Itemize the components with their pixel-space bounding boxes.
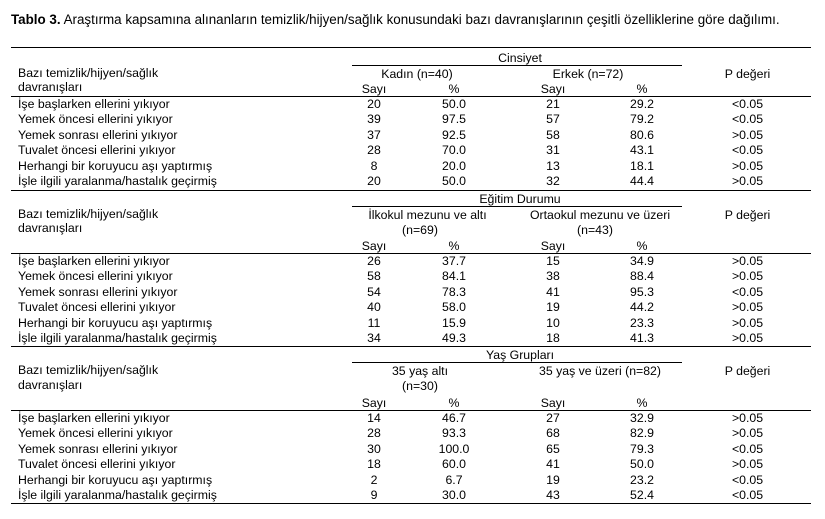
table-row [0,285,825,299]
percent-value: 60.0 [442,457,466,471]
row-label: Tuvalet öncesi ellerini yıkıyor [18,300,176,314]
table-row [0,316,825,330]
count-value: 37 [367,128,381,142]
count-header: Sayı [540,82,566,96]
table-row [0,254,825,268]
p-value: >0.05 [731,174,764,188]
percent-header: % [636,82,648,96]
row-label: Herhangi bir koruyucu aşı yaptırmış [18,316,213,330]
row-header-line2: davranışları [18,221,83,235]
column-group-title-n: (n=69) [402,223,438,237]
row-header-line1: Bazı temizlik/hijyen/sağlık [18,363,159,377]
row-label: Yemek sonrası ellerini yıkıyor [18,285,178,299]
count-value: 57 [546,112,560,126]
column-group-title: İlkokul mezunu ve altı [368,208,487,222]
percent-value: 50.0 [630,457,654,471]
row-label: Herhangi bir koruyucu aşı yaptırmış [18,159,213,173]
percent-header: % [448,396,460,410]
percent-value: 93.3 [442,426,466,440]
percent-value: 92.5 [442,128,466,142]
count-header: Sayı [361,396,387,410]
table-row [0,112,825,126]
section-rule [11,190,811,191]
percent-value: 30.0 [442,488,466,502]
count-value: 41 [546,457,560,471]
percent-value: 44.4 [630,174,654,188]
column-group-title: 35 yaş ve üzeri (n=82) [538,364,661,378]
p-value: >0.05 [731,457,764,471]
row-label: İşe başlarken ellerini yıkıyor [18,97,170,111]
percent-value: 20.0 [442,159,466,173]
p-value-header: P değeri [724,67,771,81]
column-group-title-n: (n=43) [577,223,613,237]
percent-value: 79.3 [630,442,654,456]
p-value: >0.05 [731,300,764,314]
percent-value: 34.9 [630,254,654,268]
percent-value: 82.9 [630,426,654,440]
column-group-title: Ortaokul mezunu ve üzeri [529,208,671,222]
count-value: 54 [367,285,381,299]
count-value: 38 [546,269,560,283]
count-value: 34 [367,331,381,345]
row-label: Yemek sonrası ellerini yıkıyor [18,128,178,142]
percent-value: 50.0 [442,97,466,111]
row-header-line2: davranışları [18,80,83,94]
percent-value: 79.2 [630,112,654,126]
percent-value: 32.9 [630,411,654,425]
count-value: 13 [546,159,560,173]
count-value: 8 [370,159,378,173]
row-header-line1: Bazı temizlik/hijyen/sağlık [18,66,159,80]
count-value: 21 [546,97,560,111]
caption-text: Araştırma kapsamına alınanların temizlik/hijyen/sağlık konusundaki bazı davranışlarının çeşitli özelliklerine göre dağılımı. [63,12,780,27]
count-value: 43 [546,488,560,502]
table-row [0,159,825,173]
group-title-rule [352,362,682,363]
count-value: 39 [367,112,381,126]
p-value: <0.05 [731,97,764,111]
count-header: Sayı [540,396,566,410]
percent-value: 23.3 [630,316,654,330]
count-value: 28 [367,426,381,440]
percent-header: % [636,396,648,410]
table-bottom-rule [11,503,811,504]
count-header: Sayı [361,82,387,96]
percent-value: 52.4 [630,488,654,502]
table-row [0,426,825,440]
row-label: İşe başlarken ellerini yıkıyor [18,411,170,425]
percent-value: 97.5 [442,112,466,126]
count-value: 20 [367,174,381,188]
count-value: 18 [367,457,381,471]
column-group-title-n: (n=30) [402,379,438,393]
percent-value: 23.2 [630,473,654,487]
count-value: 58 [367,269,381,283]
percent-value: 58.0 [442,300,466,314]
count-value: 30 [367,442,381,456]
row-label: İşle ilgili yaralanma/hastalık geçirmiş [18,331,217,345]
percent-value: 43.1 [630,143,654,157]
p-value: <0.05 [731,473,764,487]
count-value: 19 [546,473,560,487]
percent-value: 50.0 [442,174,466,188]
column-group-title: 35 yaş altı [391,364,449,378]
row-label: Yemek öncesi ellerini yıkıyor [18,269,173,283]
percent-value: 84.1 [442,269,466,283]
count-value: 18 [546,331,560,345]
p-value: >0.05 [731,254,764,268]
group-title-rule [352,65,682,66]
percent-value: 44.2 [630,300,654,314]
count-value: 2 [370,473,378,487]
percent-value: 41.3 [630,331,654,345]
count-value: 27 [546,411,560,425]
row-label: Herhangi bir koruyucu aşı yaptırmış [18,473,213,487]
row-label: İşle ilgili yaralanma/hastalık geçirmiş [18,488,217,502]
count-value: 32 [546,174,560,188]
p-value: >0.05 [731,426,764,440]
group-title: Yaş Grupları [485,348,555,362]
table-row [0,128,825,142]
count-value: 65 [546,442,560,456]
column-group-title: Kadın (n=40) [381,67,453,81]
count-value: 11 [367,316,381,330]
row-header-line2: davranışları [18,378,83,392]
percent-value: 6.7 [445,473,463,487]
count-value: 31 [546,143,560,157]
p-value: <0.05 [731,442,764,456]
row-label: Yemek öncesi ellerini yıkıyor [18,426,173,440]
table-row [0,488,825,502]
table-caption [11,12,811,28]
count-header: Sayı [361,239,387,253]
percent-value: 37.7 [442,254,466,268]
p-value: >0.05 [731,331,764,345]
row-label: İşle ilgili yaralanma/hastalık geçirmiş [18,174,217,188]
row-label: Yemek sonrası ellerini yıkıyor [18,442,178,456]
percent-value: 49.3 [442,331,466,345]
count-value: 26 [367,254,381,268]
p-value-header: P değeri [724,208,771,222]
column-group-title: Erkek (n=72) [552,67,624,81]
table-row [0,411,825,425]
p-value: >0.05 [731,128,764,142]
table-top-rule [11,47,811,48]
p-value: >0.05 [731,269,764,283]
count-value: 58 [546,128,560,142]
count-value: 15 [546,254,560,268]
table-row [0,143,825,157]
row-header-line1: Bazı temizlik/hijyen/sağlık [18,207,159,221]
table-row [0,442,825,456]
percent-value: 78.3 [442,285,466,299]
percent-value: 100.0 [438,442,470,456]
p-value-header: P değeri [724,364,771,378]
count-value: 10 [546,316,560,330]
percent-header: % [448,82,460,96]
table-row [0,269,825,283]
row-label: Yemek öncesi ellerini yıkıyor [18,112,173,126]
row-label: İşe başlarken ellerini yıkıyor [18,254,170,268]
row-label: Tuvalet öncesi ellerini yıkıyor [18,457,176,471]
percent-value: 70.0 [442,143,466,157]
p-value: >0.05 [731,159,764,173]
table-row [0,457,825,471]
count-value: 28 [367,143,381,157]
row-label: Tuvalet öncesi ellerini yıkıyor [18,143,176,157]
percent-header: % [448,239,460,253]
count-value: 14 [367,411,381,425]
percent-value: 95.3 [630,285,654,299]
percent-value: 18.1 [630,159,654,173]
p-value: >0.05 [731,411,764,425]
p-value: <0.05 [731,488,764,502]
percent-value: 80.6 [630,128,654,142]
p-value: <0.05 [731,143,764,157]
count-value: 68 [546,426,560,440]
percent-value: 15.9 [442,316,466,330]
percent-header: % [636,239,648,253]
table-row [0,473,825,487]
group-title-rule [352,206,682,207]
percent-value: 46.7 [442,411,466,425]
count-value: 19 [546,300,560,314]
count-value: 40 [367,300,381,314]
group-title: Cinsiyet [498,51,542,65]
p-value: >0.05 [731,316,764,330]
count-value: 9 [370,488,378,502]
percent-value: 88.4 [630,269,654,283]
table-row [0,174,825,188]
table-row [0,300,825,314]
p-value: <0.05 [731,112,764,126]
table-row [0,97,825,111]
percent-value: 29.2 [630,97,654,111]
group-title: Eğitim Durumu [479,192,561,206]
caption-label: Tablo 3. [11,12,61,27]
count-value: 41 [546,285,560,299]
p-value: <0.05 [731,285,764,299]
count-value: 20 [367,97,381,111]
count-header: Sayı [540,239,566,253]
table-row [0,331,825,345]
section-rule [11,346,811,347]
